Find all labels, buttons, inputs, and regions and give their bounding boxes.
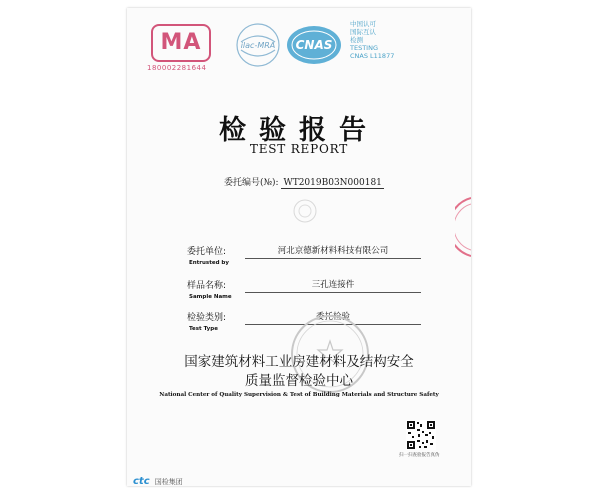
field-label: 检验类别: [187, 313, 227, 323]
organization-name-en: National Center of Quality Supervision & Test of Building Materials and Structure Safety [159, 392, 439, 398]
ctc-footer-logo [133, 469, 183, 486]
field-label-en: Test Type [189, 326, 218, 332]
field-label-en: Sample Name [189, 294, 232, 300]
cnas-accreditation-text [350, 20, 394, 60]
report-title-en: TEST REPORT [249, 142, 349, 156]
field-label: 委托单位: [187, 247, 227, 257]
svg-text:ilac-MRA: ilac-MRA [240, 41, 276, 50]
cma-logo: MA [151, 24, 211, 62]
ctc-brand: ctc [133, 476, 150, 486]
cnas-line-4: TESTING [350, 44, 378, 52]
organization-name-line1: 国家建筑材料工业房建材料及结构安全 [184, 354, 414, 370]
entrust-number [224, 175, 384, 188]
svg-text:CNAS: CNAS [295, 38, 333, 52]
cnas-logo [285, 24, 343, 66]
ctc-watermark-icon [285, 198, 325, 224]
report-page [127, 8, 471, 486]
qr-code [406, 420, 436, 450]
field-value: 委托检验 [245, 310, 421, 325]
field-value: 三孔连接件 [245, 278, 421, 293]
cnas-line-3: 检测 [350, 36, 363, 44]
entrust-number-label: 委托编号(№): [224, 178, 279, 188]
qr-caption: 扫一扫查验报告真伪 [399, 453, 440, 458]
ilac-mra-logo [235, 22, 281, 68]
ctc-group-name: 国检集团 [154, 478, 183, 486]
cma-number: 180002281644 [147, 64, 207, 72]
field-label: 样品名称: [187, 281, 227, 291]
field-value: 河北京德新材料科技有限公司 [245, 244, 421, 259]
edge-seal-stamp-icon [455, 196, 471, 258]
cnas-line-2: 国际互认 [350, 28, 376, 36]
cnas-line-5: CNAS L11877 [350, 52, 395, 60]
entrust-number-value: WT2019B03N000181 [283, 178, 382, 188]
organization-name-line2: 质量监督检验中心 [245, 373, 353, 389]
field-label-en: Entrusted by [189, 260, 229, 266]
accreditation-logos [147, 20, 457, 80]
report-title-cn: 检验报告 [219, 115, 379, 146]
cnas-line-1: 中国认可 [350, 20, 376, 28]
